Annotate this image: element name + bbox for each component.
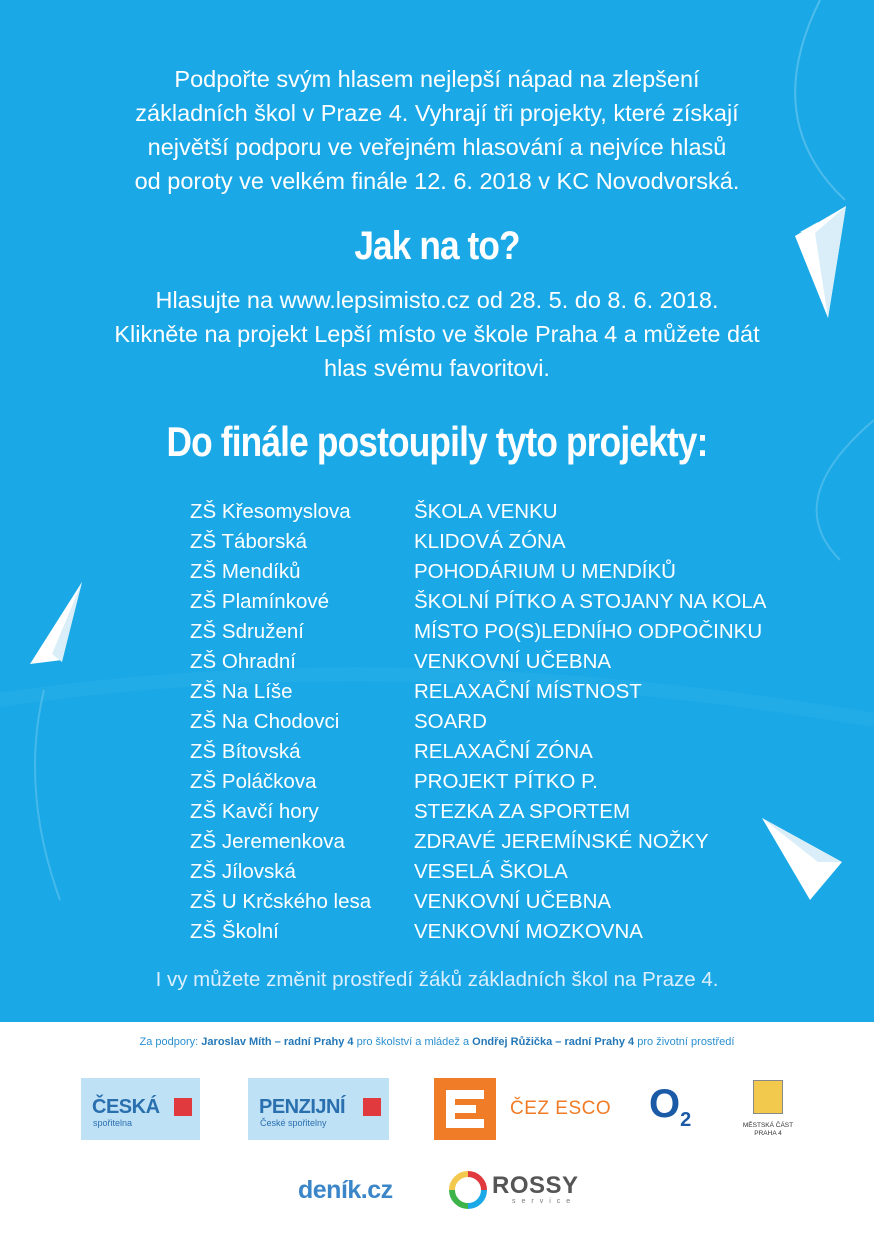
- closing-line: I vy můžete změnit prostředí žáků základních škol na Praze 4.: [155, 968, 719, 991]
- school-name: ZŠ Táborská: [190, 530, 307, 553]
- project-name: VENKOVNÍ UČEBNA: [414, 650, 612, 673]
- school-name: ZŠ Ohradní: [190, 650, 296, 673]
- school-name: ZŠ Na Líše: [190, 680, 293, 703]
- project-name: PROJEKT PÍTKO P.: [414, 770, 598, 793]
- project-row: [0, 677, 874, 707]
- school-name: ZŠ Mendíků: [190, 560, 301, 583]
- project-row: [0, 707, 874, 737]
- ceska-sporitelna-logo: [81, 1078, 200, 1140]
- school-name: ZŠ Poláčkova: [190, 770, 317, 793]
- project-name: RELAXAČNÍ MÍSTNOST: [414, 680, 642, 703]
- intro-line: od poroty ve velkém finále 12. 6. 2018 v KC Novodvorská.: [134, 168, 740, 194]
- cez-logo-icon: [434, 1078, 496, 1140]
- project-name: KLIDOVÁ ZÓNA: [414, 530, 566, 553]
- sponsor-credits: [0, 1036, 874, 1048]
- intro-line: základních škol v Praze 4. Vyhrají tři projekty, které získají: [135, 100, 739, 126]
- school-name: ZŠ Jílovská: [190, 860, 296, 883]
- project-row: [0, 527, 874, 557]
- school-name: ZŠ Bítovská: [190, 740, 301, 763]
- project-name: RELAXAČNÍ ZÓNA: [414, 740, 593, 763]
- howto-line: Hlasujte na www.lepsimisto.cz od 28. 5. do 8. 6. 2018.: [155, 287, 719, 313]
- project-row: [0, 737, 874, 767]
- project-row: [0, 827, 874, 857]
- project-name: STEZKA ZA SPORTEM: [414, 800, 631, 823]
- intro-line: největší podporu ve veřejném hlasování a nejvíce hlasů: [147, 134, 727, 160]
- project-row: [0, 497, 874, 527]
- project-row: [0, 557, 874, 587]
- howto-heading: Jak na to?: [354, 224, 520, 268]
- project-row: [0, 767, 874, 797]
- crest-icon: [753, 1080, 783, 1114]
- project-name: MÍSTO PO(S)LEDNÍHO ODPOČINKU: [414, 620, 763, 643]
- project-name: VESELÁ ŠKOLA: [414, 860, 568, 883]
- logo-subtext: spořitelna: [93, 1118, 133, 1128]
- school-name: ZŠ Jeremenkova: [190, 830, 345, 853]
- logo-subtext: České spořitelny: [260, 1118, 327, 1128]
- logo-text: PENZIJNÍ: [259, 1096, 346, 1118]
- intro-line: Podpořte svým hlasem nejlepší nápad na zlepšení: [174, 66, 700, 92]
- school-name: ZŠ Školní: [190, 920, 279, 943]
- project-name: ŠKOLNÍ PÍTKO A STOJANY NA KOLA: [414, 590, 767, 613]
- school-name: ZŠ Na Chodovci: [190, 710, 340, 733]
- o2-logo: [649, 1082, 691, 1132]
- project-name: ŠKOLA VENKU: [414, 500, 558, 523]
- mestska-cast-praha4-logo: [742, 1070, 794, 1150]
- howto-line: Klikněte na projekt Lepší místo ve škole Praha 4 a můžete dát: [114, 321, 760, 347]
- projects-list: [0, 497, 874, 947]
- logo-subtext: service: [512, 1198, 577, 1205]
- finale-heading: Do finále postoupily tyto projekty:: [166, 418, 708, 465]
- red-square-icon: [174, 1098, 192, 1116]
- project-row: [0, 647, 874, 677]
- school-name: ZŠ Plamínkové: [190, 590, 329, 613]
- project-row: [0, 617, 874, 647]
- o2-letter: O: [649, 1082, 681, 1126]
- school-name: ZŠ Křesomyslova: [190, 500, 351, 523]
- project-name: VENKOVNÍ UČEBNA: [414, 890, 612, 913]
- logo-text: ROSSY: [492, 1172, 579, 1199]
- project-row: [0, 887, 874, 917]
- sponsor-person-2: Ondřej Růžička – radní Prahy 4: [472, 1036, 635, 1048]
- project-name: SOARD: [414, 710, 487, 733]
- sponsor-suffix: pro životní prostředí: [637, 1036, 735, 1048]
- project-name: POHODÁRIUM U MENDÍKŮ: [414, 560, 676, 583]
- howto-paragraph: [50, 283, 824, 385]
- project-row: [0, 797, 874, 827]
- school-name: ZŠ Sdružení: [190, 620, 304, 643]
- project-name: ZDRAVÉ JEREMÍNSKÉ NOŽKY: [414, 830, 709, 853]
- logo-text: MĚSTSKÁ ČÁST PRAHA 4: [742, 1122, 794, 1137]
- cez-esco-logo-text: ČEZ ESCO: [510, 1098, 612, 1119]
- denik-logo: deník.cz: [298, 1176, 393, 1204]
- intro-paragraph: [60, 62, 814, 198]
- school-name: ZŠ U Krčského lesa: [190, 890, 372, 913]
- project-row: [0, 917, 874, 947]
- sponsor-prefix: Za podpory:: [139, 1036, 199, 1048]
- project-row: [0, 587, 874, 617]
- red-square-icon: [363, 1098, 381, 1116]
- penzijni-logo: [248, 1078, 389, 1140]
- project-row: [0, 857, 874, 887]
- o2-subscript: 2: [680, 1109, 692, 1131]
- school-name: ZŠ Kavčí hory: [190, 800, 319, 823]
- project-name: VENKOVNÍ MOZKOVNA: [414, 920, 643, 943]
- sponsor-mid: pro školství a mládež a: [356, 1036, 470, 1048]
- rossy-logo: [448, 1168, 598, 1212]
- sponsor-person-1: Jaroslav Míth – radní Prahy 4: [201, 1036, 354, 1048]
- logo-text: ČESKÁ: [92, 1096, 160, 1118]
- rossy-swirl-icon: [448, 1170, 488, 1210]
- howto-line: hlas svému favoritovi.: [324, 355, 550, 381]
